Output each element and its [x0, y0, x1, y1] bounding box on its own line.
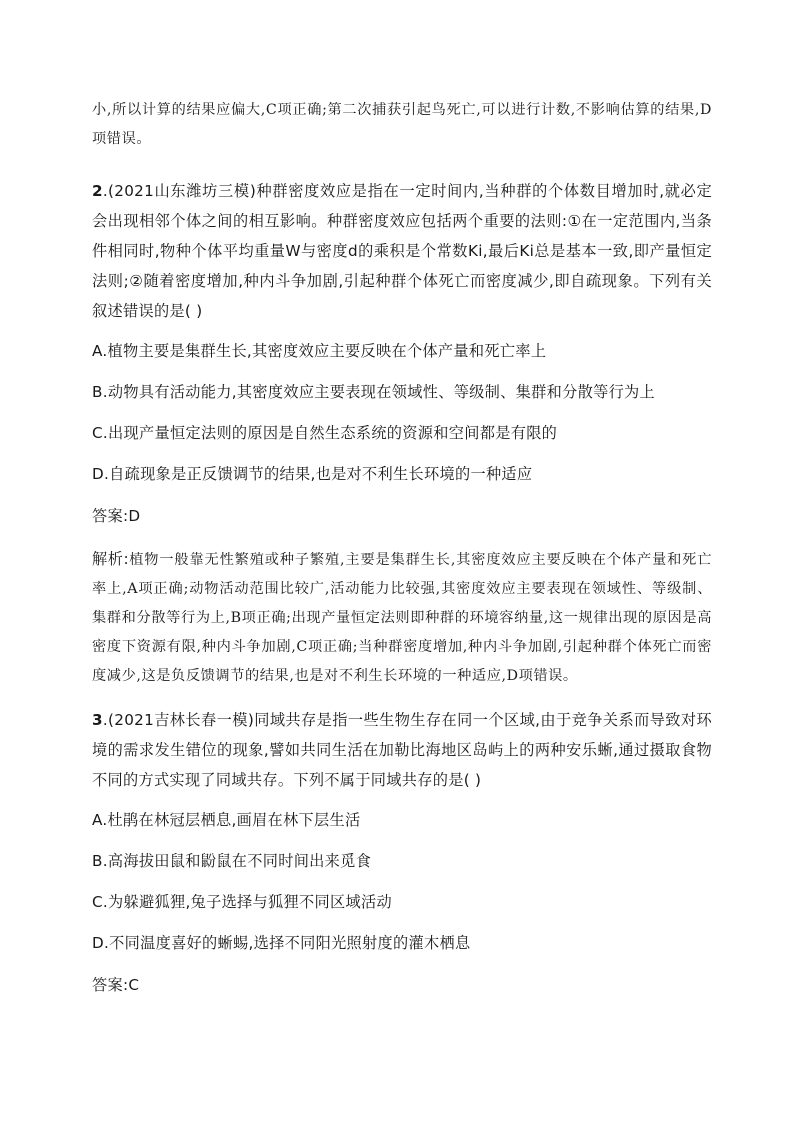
- question-2-option-a: A.植物主要是集群生长,其密度效应主要反映在个体产量和死亡率上: [92, 342, 547, 360]
- question-2-answer-value: D: [128, 507, 141, 525]
- question-3-source: .(2021吉林长春一模): [102, 711, 255, 729]
- question-3-option-c: C.为躲避狐狸,兔子选择与狐狸不同区域活动: [92, 893, 392, 911]
- question-3-stem: [92, 705, 712, 795]
- question-2-explanation-label: 解析:: [92, 550, 129, 568]
- document-page: [92, 96, 712, 996]
- question-2-option-d: D.自疏现象是正反馈调节的结果,也是对不利生长环境的一种适应: [92, 465, 533, 483]
- question-2-answer-label: 答案:: [92, 507, 129, 525]
- question-3-option-a: A.杜鹃在林冠层栖息,画眉在林下层生活: [92, 811, 361, 829]
- question-2-text: 种群密度效应是指在一定时间内,当种群的个体数目增加时,就必定会出现相邻个体之间的相互影响。种群密度效应包括两个重要的法则:①在一定范围内,当条件相同时,物种个体平均重量W与密度d的乘积是个常数Ki,最后Ki总是基本一致,即产量恒定法则;②随着密度增加,种内斗争加剧,引起种群个体死亡而密度减少,即自疏现象。下列有关叙述错误的是( ): [92, 182, 713, 320]
- question-3-text: 同域共存是指一些生物生存在同一个区域,由于竞争关系而导致对环境的需求发生错位的现象,譬如共同生活在加勒比海地区岛屿上的两种安乐蜥,通过摄取食物不同的方式实现了同域共存。下列不属于同域共存的是( ): [92, 711, 713, 789]
- question-2-source: .(2021山东潍坊三模): [102, 182, 257, 200]
- question-2-explanation: [92, 545, 712, 691]
- question-3: [92, 705, 712, 996]
- question-2-explanation-text: 植物一般靠无性繁殖或种子繁殖,主要是集群生长,其密度效应主要反映在个体产量和死亡率上,A项正确;动物活动范围比较广,活动能力比较强,其密度效应主要表现在领域性、等级制、集群和分散等行为上,B项正确;出现产量恒定法则即种群的环境容纳量,这一规律出现的原因是高密度下资源有限,种内斗争加剧,C项正确;当种群密度增加,种内斗争加剧,引起种群个体死亡而密度减少,这是负反馈调节的结果,也是对不利生长环境的一种适应,D项错误。: [92, 552, 712, 684]
- question-3-answer-value: C: [128, 976, 140, 994]
- question-3-answer: [92, 974, 712, 996]
- question-2: [92, 176, 712, 691]
- question-3-option-b: B.高海拔田鼠和鼢鼠在不同时间出来觅食: [92, 852, 372, 870]
- question-2-number: 2: [92, 182, 103, 200]
- question-2-stem: [92, 176, 712, 326]
- question-2-option-c: C.出现产量恒定法则的原因是自然生态系统的资源和空间都是有限的: [92, 424, 558, 442]
- question-3-number: 3: [92, 711, 103, 729]
- question-3-option-d: D.不同温度喜好的蜥蜴,选择不同阳光照射度的灌木栖息: [92, 934, 471, 952]
- previous-explanation-tail: 小,所以计算的结果应偏大,C项正确;第二次捕获引起鸟死亡,可以进行计数,不影响估算的结果,D项错误。: [92, 102, 712, 147]
- question-3-answer-label: 答案:: [92, 976, 129, 994]
- question-2-answer: [92, 505, 712, 527]
- question-2-option-b: B.动物具有活动能力,其密度效应主要表现在领域性、等级制、集群和分散等行为上: [92, 383, 656, 401]
